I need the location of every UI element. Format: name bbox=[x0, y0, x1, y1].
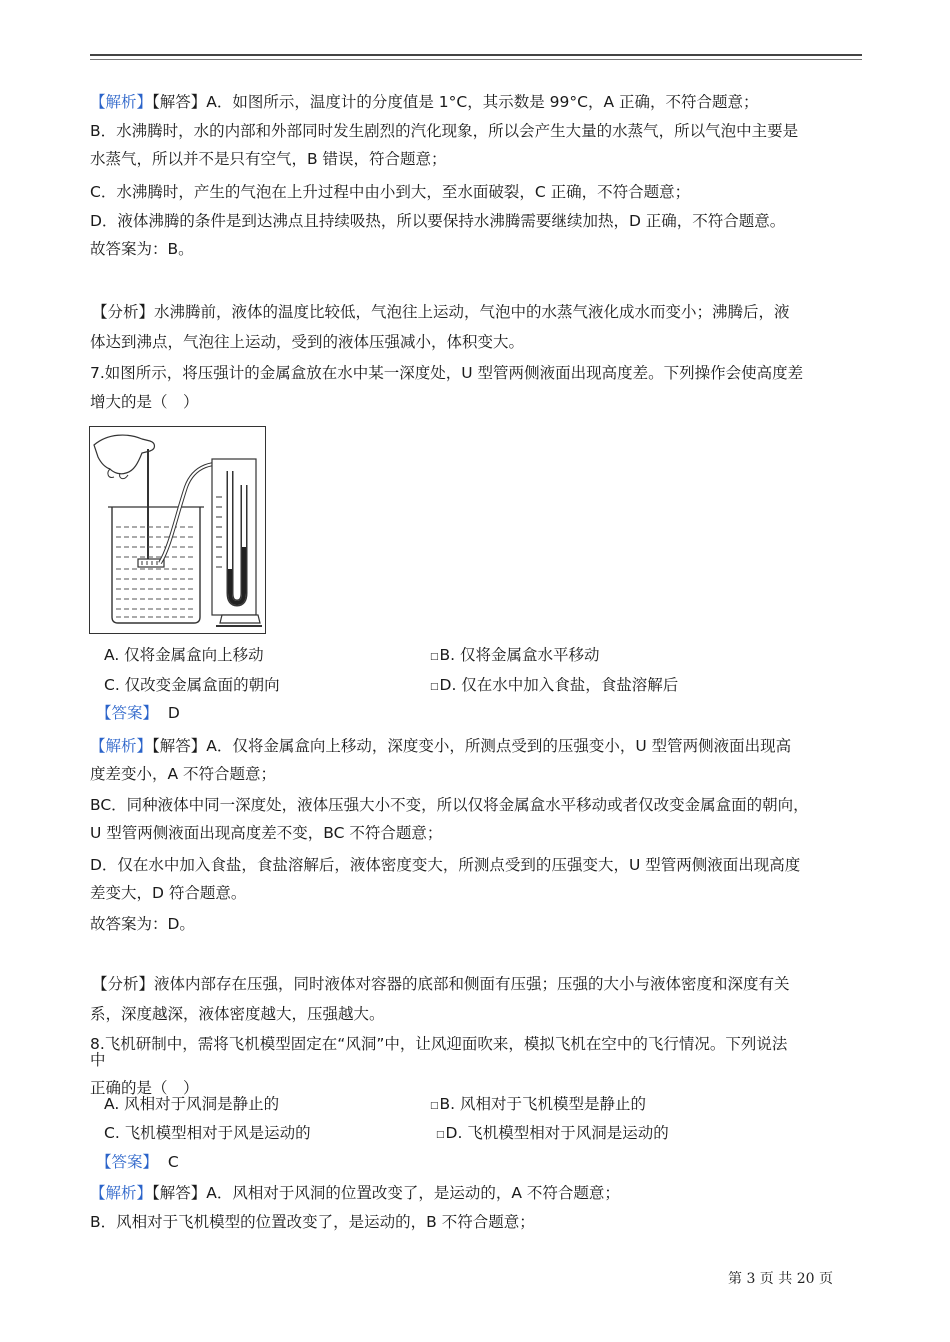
text-line: 水蒸气，所以并不是只有空气，B 错误，符合题意； bbox=[90, 150, 447, 168]
text-line: 【解析】【解答】A．风相对于风洞的位置改变了，是运动的，A 不符合题意； bbox=[90, 1184, 620, 1202]
text-line: D．液体沸腾的条件是到达沸点且持续吸热，所以要保持水沸腾需要继续加热，D 正确，不符合题意。 bbox=[90, 212, 786, 230]
text-line: BC．同种液体中同一深度处，液体压强大小不变，所以仅将金属盒水平移动或者仅改变金属盒面的朝向， bbox=[90, 796, 809, 814]
q8-option-b[interactable]: □B. 风相对于飞机模型是静止的 bbox=[430, 1095, 647, 1113]
analysis-line: 体达到沸点，气泡往上运动，受到的液体压强减小，体积变大。 bbox=[90, 333, 525, 351]
question-7-stem: 7.如图所示，将压强计的金属盒放在水中某一深度处，U 型管两侧液面出现高度差。下列操作会使高度差 bbox=[90, 364, 804, 382]
q8-option-a[interactable]: A. 风相对于风洞是静止的 bbox=[104, 1095, 280, 1113]
question-8-stem: 中 bbox=[90, 1051, 106, 1069]
q7-answer: 【答案】 D bbox=[96, 704, 180, 722]
hand-icon bbox=[94, 435, 155, 474]
text-line: U 型管两侧液面出现高度差不变，BC 不符合题意； bbox=[90, 824, 443, 842]
q7-option-d[interactable]: □D. 仅在水中加入食盐，食盐溶解后 bbox=[430, 676, 679, 694]
header-rule-thick bbox=[90, 54, 862, 56]
q8-answer: 【答案】 C bbox=[96, 1153, 179, 1171]
analysis-line: 【分析】液体内部存在压强，同时液体对容器的底部和侧面有压强；压强的大小与液体密度和深度有关 bbox=[92, 975, 790, 993]
text-line: 故答案为：D。 bbox=[90, 915, 195, 933]
q7-option-a[interactable]: A. 仅将金属盒向上移动 bbox=[104, 646, 264, 664]
text-line: 【解析】【解答】A．如图所示，温度计的分度值是 1°C，其示数是 99°C，A 正确，不符合题意； bbox=[90, 93, 759, 111]
q7-option-b[interactable]: □B. 仅将金属盒水平移动 bbox=[430, 646, 600, 664]
question-8-stem: 正确的是（ ） bbox=[90, 1079, 199, 1097]
header-rule-thin bbox=[90, 59, 862, 60]
q7-option-c[interactable]: C. 仅改变金属盒面的朝向 bbox=[104, 676, 280, 694]
text-line: D．仅在水中加入食盐，食盐溶解后，液体密度变大，所测点受到的压强变大，U 型管两侧液面出现高度 bbox=[90, 856, 801, 874]
pressure-gauge-figure bbox=[89, 426, 266, 634]
analysis-line: 系，深度越深，液体密度越大，压强越大。 bbox=[90, 1005, 385, 1023]
text-line: B．水沸腾时，水的内部和外部同时发生剧烈的汽化现象，所以会产生大量的水蒸气，所以气泡中主要是 bbox=[90, 122, 799, 140]
question-7-stem: 增大的是（ ） bbox=[90, 393, 199, 411]
text-line: 差变大，D 符合题意。 bbox=[90, 884, 247, 902]
q8-option-d[interactable]: □D. 飞机模型相对于风洞是运动的 bbox=[436, 1124, 669, 1142]
pressure-gauge-illustration bbox=[90, 427, 265, 633]
text-line: 【解析】【解答】A．仅将金属盒向上移动，深度变小，所测点受到的压强变小，U 型管两侧液面出现高 bbox=[90, 737, 792, 755]
text-line: 故答案为：B。 bbox=[90, 240, 194, 258]
text-line: B．风相对于飞机模型的位置改变了，是运动的，B 不符合题意； bbox=[90, 1213, 535, 1231]
water-surface bbox=[116, 527, 196, 617]
page-footer: 第 3 页 共 20 页 bbox=[728, 1271, 833, 1287]
question-8-stem: 8.飞机研制中，需将飞机模型固定在“风洞”中，让风迎面吹来，模拟飞机在空中的飞行情况。下列说法 bbox=[90, 1035, 788, 1053]
text-line: 度差变小，A 不符合题意； bbox=[90, 765, 277, 783]
q8-option-c[interactable]: C. 飞机模型相对于风是运动的 bbox=[104, 1124, 311, 1142]
analysis-line: 【分析】水沸腾前，液体的温度比较低，气泡往上运动，气泡中的水蒸气液化成水而变小；沸腾后，液 bbox=[92, 303, 790, 321]
text-line: C．水沸腾时，产生的气泡在上升过程中由小到大，至水面破裂，C 正确，不符合题意； bbox=[90, 183, 691, 201]
